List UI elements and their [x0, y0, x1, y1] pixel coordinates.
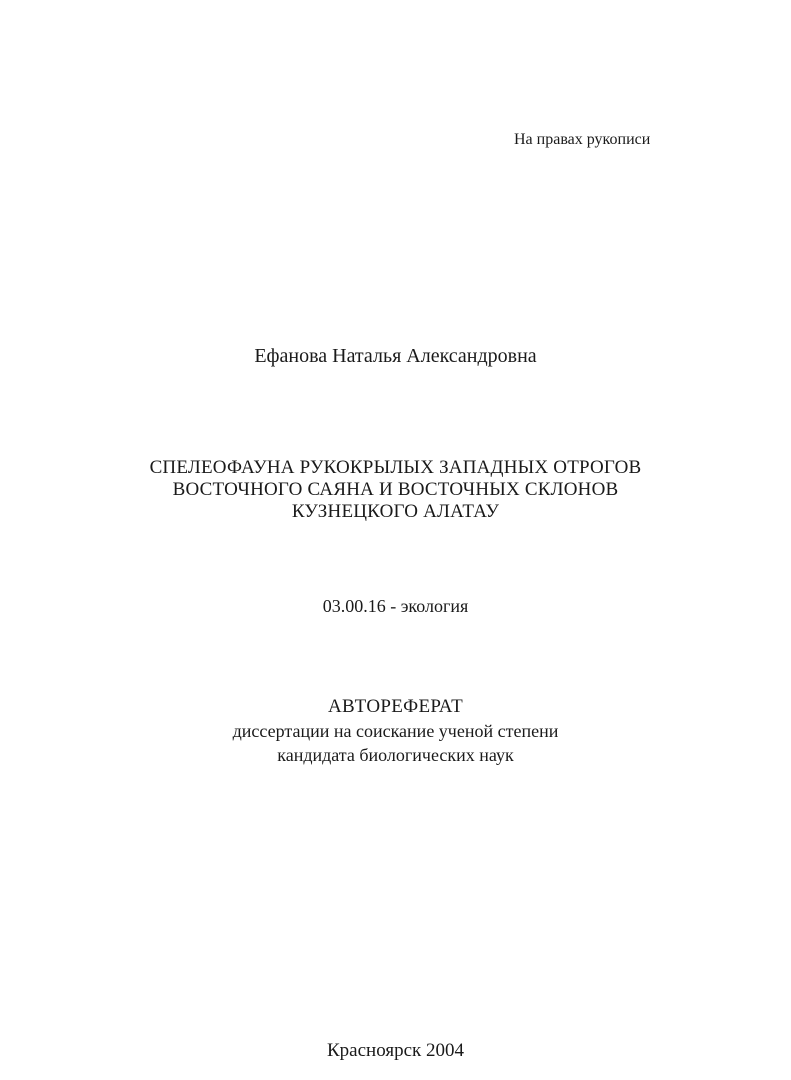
author-name: Ефанова Наталья Александровна	[254, 345, 537, 367]
manuscript-rights-note: На правах рукописи	[514, 131, 651, 148]
title-line: ВОСТОЧНОГО САЯНА И ВОСТОЧНЫХ СКЛОНОВ	[172, 479, 619, 500]
title-line: СПЕЛЕОФАУНА РУКОКРЫЛЫХ ЗАПАДНЫХ ОТРОГОВ	[149, 457, 642, 478]
document-type: АВТОРЕФЕРАТ	[327, 696, 464, 717]
place-and-year: Красноярск 2004	[327, 1040, 464, 1061]
degree-purpose-line: диссертации на соискание ученой степени	[232, 721, 559, 741]
degree-purpose-line: кандидата биологических наук	[277, 745, 514, 765]
title-line: КУЗНЕЦКОГО АЛАТАУ	[291, 501, 500, 522]
specialty-code: 03.00.16 - экология	[322, 596, 469, 616]
